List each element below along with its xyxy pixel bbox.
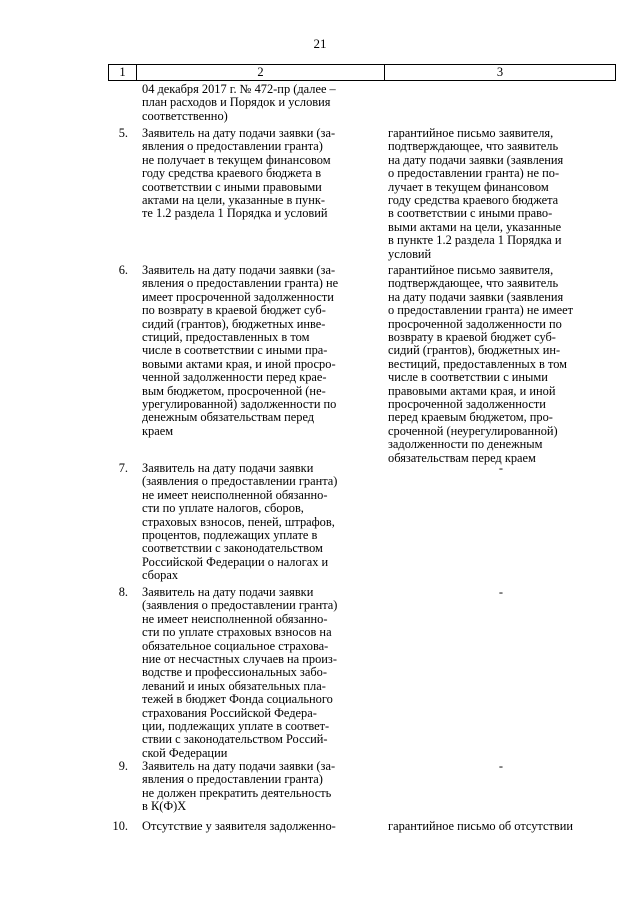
header-col-1: 1	[108, 64, 137, 81]
row-requirement: Отсутствие у заявителя задолженно-	[142, 819, 336, 833]
row-number: 10.	[112, 819, 128, 833]
row-number: 8.	[118, 585, 128, 599]
row-requirement: Заявитель на дату подачи заявки (заявления о предоставлении гранта) не имеет неисполненной обязанно- сти по уплате страховых взносов на обязательное социальное страхова- ние от несчастных случаев на произ- водстве и профессиональных забо- леваний и иных обязательных пла- тежей в бюджет Фонда социального страхования Российской Федера- ции, подлежащих уплате в соответ- ствии с законодательством Россий- ской Федерации	[142, 585, 338, 760]
row-document: гарантийное письмо заявителя, подтверждающее, что заявитель на дату подачи заявки (заявления о предоставлении гранта) не имеет просроченной задолженности по возврату в краевой бюджет суб- сидий (грантов), бюджетных ин- вестиций, предоставленных в том числе в соответствии с иными правовыми актами края, и иной просроченной задолженности перед краевым бюджетом, про- сроченной (неурегулированной) задолженности по денежным обязательствам перед краем	[388, 263, 574, 465]
row-requirement: Заявитель на дату подачи заявки (заявления о предоставлении гранта) не имеет неисполненной обязанно- сти по уплате налогов, сборов, страховых взносов, пеней, штрафов, процентов, подлежащих уплате в соответствии с законодательством Российской Федерации о налогах и сборах	[142, 461, 338, 583]
row-document-dash: -	[498, 585, 504, 599]
row-document-dash: -	[498, 461, 504, 475]
row-requirement: 04 декабря 2017 г. № 472-пр (далее – план расходов и Порядок и условия соответственно)	[142, 82, 336, 123]
row-number: 5.	[118, 126, 128, 140]
row-requirement: Заявитель на дату подачи заявки (за- явления о предоставлении гранта) не имеет просроченной задолженности по возврату в краевой бюджет суб- сидий (грантов), бюджетных инве- стиций, предоставленных в том числе в соответствии с иными пра- вовыми актами края, и иной просро- ченной задолженности перед крае- вым бюджетом, просроченной (не- урегулированной) задолженности по денежным обязательствам перед краем	[142, 263, 339, 438]
row-document-dash: -	[498, 759, 504, 773]
table-header	[108, 64, 616, 81]
row-document: гарантийное письмо заявителя, подтверждающее, что заявитель на дату подачи заявки (заявления о предоставлении гранта) не по- лучает в текущем финансовом году средства краевого бюджета в соответствии с иными право- выми актами на цели, указанные в пункте 1.2 раздела 1 Порядка и условий	[388, 126, 564, 261]
row-number: 6.	[118, 263, 128, 277]
row-requirement: Заявитель на дату подачи заявки (за- явления о предоставлении гранта) не должен прекратить деятельность в К(Ф)Х	[142, 759, 336, 814]
row-document: гарантийное письмо об отсутствии	[388, 819, 574, 833]
row-number: 7.	[118, 461, 128, 475]
row-number: 9.	[118, 759, 128, 773]
header-col-2: 2	[136, 64, 385, 81]
row-requirement: Заявитель на дату подачи заявки (за- явления о предоставлении гранта) не получает в текущем финансовом году средства краевого бюджета в соответствии с иными правовыми актами на цели, указанные в пунк- те 1.2 раздела 1 Порядка и условий	[142, 126, 336, 221]
header-col-3: 3	[384, 64, 616, 81]
page-number: 21	[313, 36, 327, 51]
